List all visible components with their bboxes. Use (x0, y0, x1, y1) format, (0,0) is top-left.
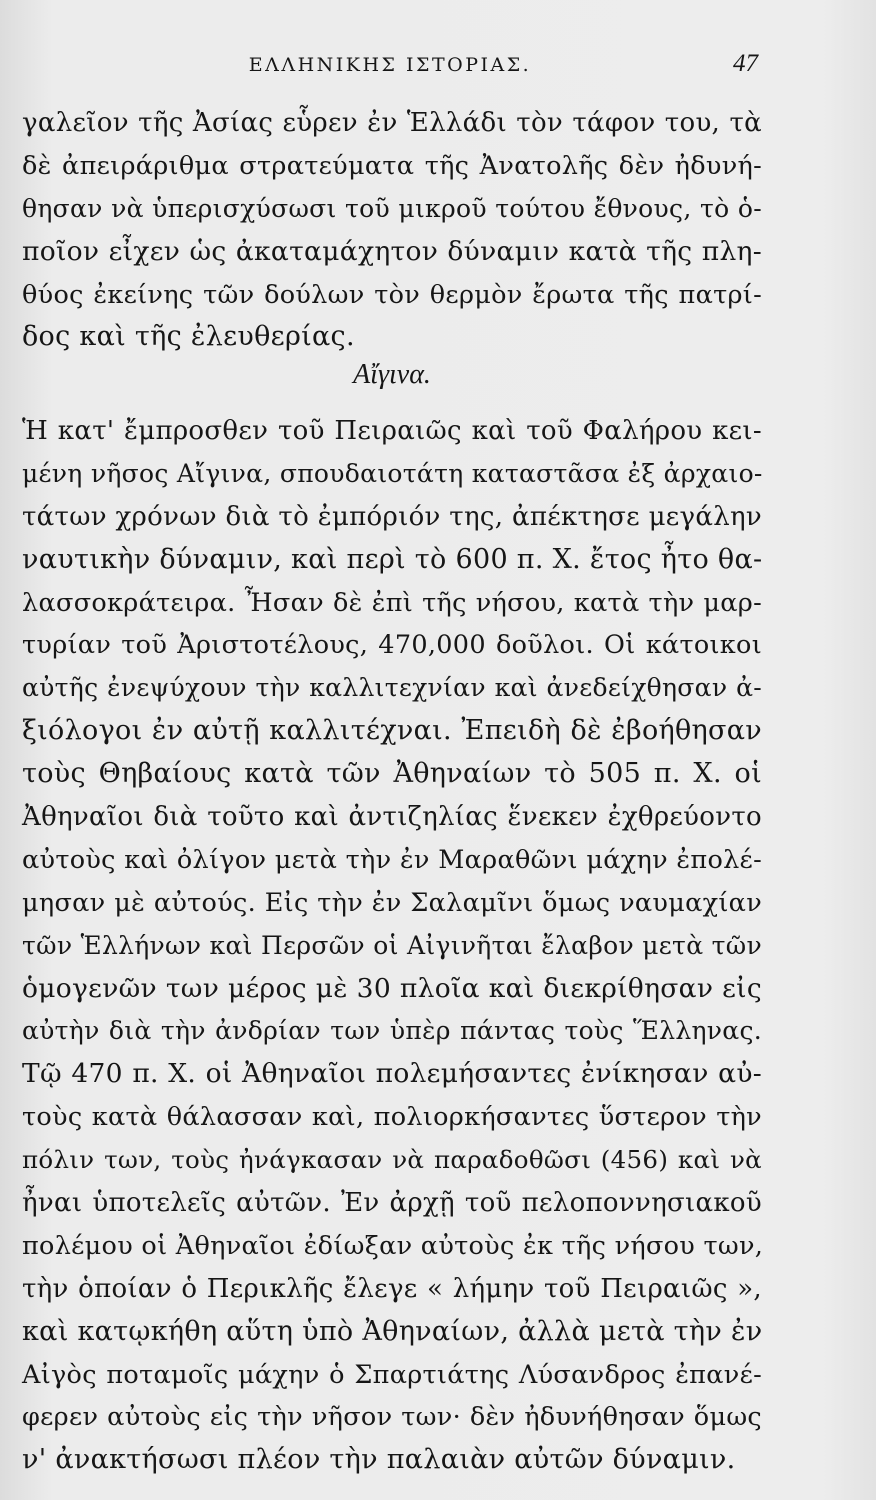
text-line: μένη νῆσος Αἴγινα, σπουδαιοτάτη καταστᾶσα ἐξ ἀρχαιο- (22, 458, 763, 488)
text-line: δὲ ἀπειράριθμα στρατεύματα τῆς Ἀνατολῆς δὲν ἠδυνή- (22, 150, 762, 181)
text-line: τάτων χρόνων διὰ τὸ ἐμπόριόν της, ἀπέκτησε μεγάλην (22, 501, 762, 532)
text-line: τὴν ὁποίαν ὁ Περικλῆς ἔλεγε « λήμην τοῦ Πειραιῶς », (22, 1273, 762, 1304)
text-line: ν' ἀνακτήσωσι πλέον τὴν παλαιὰν αὐτῶν δύναμιν. (22, 1444, 736, 1476)
text-line: θησαν νὰ ὑπερισχύσωσι τοῦ μικροῦ τούτου ἔθνους, τὸ ὁ- (22, 193, 762, 223)
text-line: πολέμου οἱ Ἀθηναῖοι ἐδίωξαν αὐτοὺς ἐκ τῆς νήσου των, (22, 1230, 764, 1261)
text-line: Ἀθηναῖοι διὰ τοῦτο καὶ ἀντιζηλίας ἕνεκεν ἐχθρεύοντο (22, 802, 762, 833)
paragraph-1 (22, 102, 762, 359)
running-header (22, 48, 758, 88)
text-line: τῶν Ἑλλήνων καὶ Περσῶν οἱ Αἰγινῆται ἔλαβον μετὰ τῶν (22, 930, 762, 960)
text-line: ξιόλογοι ἐν αὐτῇ καλλιτέχναι. Ἐπειδὴ δὲ ἐβοήθησαν (22, 715, 762, 747)
text-line: γαλεῖον τῆς Ἀσίας εὗρεν ἐν Ἑλλάδι τὸν τάφον του, τὰ (22, 108, 762, 138)
text-line: αὐτὴν διὰ τὴν ἀνδρίαν των ὑπὲρ πάντας τοὺς Ἕλληνας. (22, 1016, 762, 1046)
text-line: Ἡ κατ' ἔμπροσθεν τοῦ Πειραιῶς καὶ τοῦ Φαλήρου κει- (22, 416, 762, 446)
section-heading: Αἴγινα. (353, 359, 431, 390)
text-line: φερεν αὐτοὺς εἰς τὴν νῆσον των· δὲν ἠδυνήθησαν ὅμως (22, 1402, 762, 1433)
text-line: λασσοκράτειρα. Ἦσαν δὲ ἐπὶ τῆς νήσου, κατὰ τὴν μαρ- (22, 587, 762, 618)
text-line: Αἰγὸς ποταμοῖς μάχην ὁ Σπαρτιάτης Λύσανδρος ἐπανέ- (22, 1359, 762, 1390)
running-title: ΕΛΛΗΝΙΚΗΣ ΙΣΤΟΡΙΑΣ. (248, 54, 532, 76)
text-line: πόλιν των, τοὺς ἠνάγκασαν νὰ παραδοθῶσι (456) καὶ νὰ (22, 1145, 762, 1175)
text-line: τυρίαν τοῦ Ἀριστοτέλους, 470,000 δοῦλοι. Οἱ κάτοικοι (22, 630, 762, 661)
text-line: τοὺς κατὰ θάλασσαν καὶ, πολιορκήσαντες ὕστερον τὴν (22, 1102, 762, 1133)
text-line: ποῖον εἶχεν ὡς ἀκαταμάχητον δύναμιν κατὰ τῆς πλη- (22, 235, 762, 267)
page-number: 47 (733, 50, 758, 77)
text-line: θύος ἐκείνης τῶν δούλων τὸν θερμὸν ἔρωτα τῆς πατρί- (22, 279, 762, 310)
text-line: ὁμογενῶν των μέρος μὲ 30 πλοῖα καὶ διεκρίθησαν εἰς (22, 972, 762, 1004)
text-line: δος καὶ τῆς ἐλευθερίας. (22, 321, 355, 353)
text-line: αὐτῆς ἐνεψύχουν τὴν καλλιτεχνίαν καὶ ἀνεδείχθησαν ἀ- (22, 673, 762, 703)
text-line: Τῷ 470 π. Χ. οἱ Ἀθηναῖοι πολεμήσαντες ἐνίκησαν αὐ- (22, 1058, 762, 1090)
text-line: μησαν μὲ αὐτούς. Εἰς τὴν ἐν Σαλαμῖνι ὅμως ναυμαχίαν (22, 887, 762, 918)
text-line: αὐτοὺς καὶ ὀλίγον μετὰ τὴν ἐν Μαραθῶνι μάχην ἐπολέ- (22, 844, 762, 875)
text-line: τοὺς Θηβαίους κατὰ τῶν Ἀθηναίων τὸ 505 π. Χ. οἱ (22, 758, 762, 790)
text-line: ἦναι ὑποτελεῖς αὐτῶν. Ἐν ἀρχῇ τοῦ πελοποννησιακοῦ (22, 1188, 762, 1219)
text-line: ναυτικὴν δύναμιν, καὶ περὶ τὸ 600 π. Χ. ἔτος ἦτο θα- (22, 543, 763, 575)
text-line: καὶ κατῳκήθη αὕτη ὑπὸ Ἀθηναίων, ἀλλὰ μετὰ τὴν ἐν (22, 1315, 763, 1347)
paragraph-2 (22, 410, 762, 1482)
